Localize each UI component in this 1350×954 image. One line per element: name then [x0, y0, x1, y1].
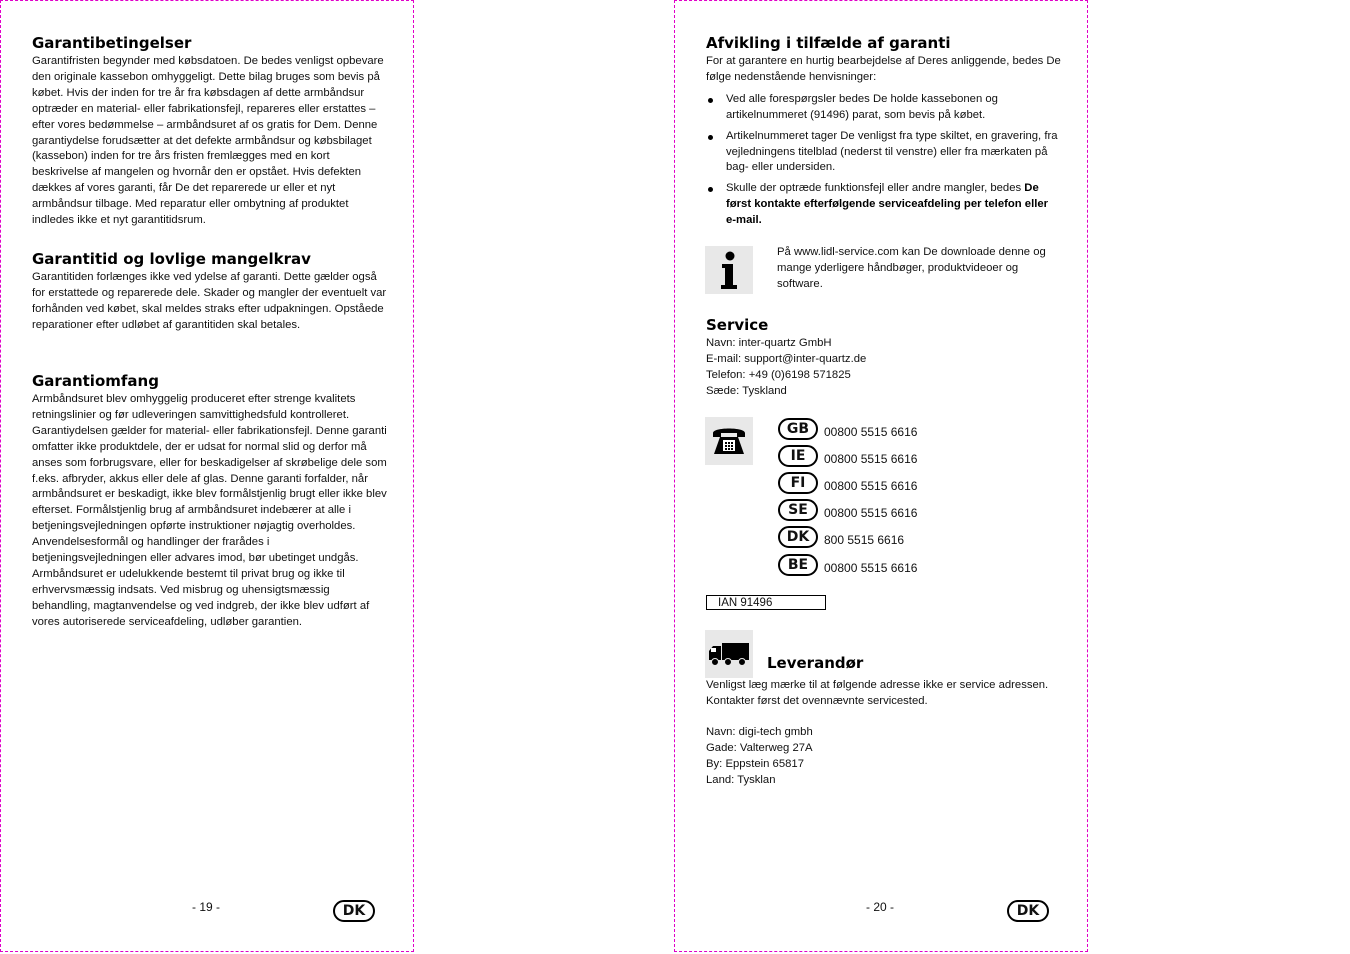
- country-badge: DK: [778, 526, 818, 548]
- page-right: [674, 0, 1088, 952]
- hotline-list: [778, 415, 917, 578]
- country-badge: GB: [778, 418, 818, 440]
- heading-supplier: Leverandør: [767, 654, 864, 672]
- heading-warranty-claim: Afvikling i tilfælde af garanti: [706, 34, 951, 52]
- body-warranty-scope: Armbåndsuret blev omhyggelig produceret efter strenge kvalitets retningslinier og før udleveringen samvittighedsfuld kontrolleret. Garantiydelsen gælder for material- eller fabrikationsfejl. Denne garanti omfatter ikke produktdele, der er udsat for normal slid og derfor må anses som forbrugsvare, eller for beskadigelser af skrøbelige dele som f.eks. afbryder, akkus eller dele af glas. Denne garanti forfalder, når armbåndsuret er beskadigt, ikke blev formålstjenlig brugt eller ikke blev efterset. Formålstjenlig brug af armbåndsuret indebærer at alle i betjeningsvejledningen opførte instruktioner nøjagtig overholdes. Anvendelsesformål og handlinger der frarådes i betjeningsvejledningen eller advares imod, bør ubetinget undgås. Armbåndsuret er udelukkende bestemt til privat brug og ikke til erhvervsmæssig indsats. Ved misbrug og uhensigtsmæssig behandling, magtanvendelse og ved indgreb, der ikke blev udført af vores autoriserede serviceafdeling, udløber garantien.: [32, 393, 387, 628]
- hotline-row-gb: [778, 415, 917, 442]
- claim-intro: For at garantere en hurtig bearbejdelse af Deres anliggende, bedes De følge nedenstående henvisninger:: [706, 55, 1061, 83]
- heading-service: Service: [706, 316, 769, 334]
- hotline-number: 800 5515 6616: [824, 533, 905, 548]
- page-number: - 20 -: [866, 900, 895, 914]
- supplier-country: Land: Tysklan: [706, 773, 776, 786]
- heading-warranty-terms: Garantibetingelser: [32, 34, 192, 52]
- page-left: [0, 0, 414, 952]
- service-email: E-mail: support@inter-quartz.de: [706, 352, 867, 365]
- hotline-row-dk: [778, 524, 917, 551]
- section-warranty-terms: [32, 34, 387, 229]
- page-number: - 19 -: [192, 900, 221, 914]
- supplier-street: Gade: Valterweg 27A: [706, 741, 813, 754]
- telephone-icon: [705, 417, 753, 465]
- language-badge: DK: [333, 900, 375, 922]
- section-warranty-scope: [32, 372, 387, 631]
- supplier-city: By: Eppstein 65817: [706, 757, 804, 770]
- info-icon: [705, 246, 753, 294]
- body-warranty-terms: Garantifristen begynder med købsdatoen. De bedes venligst opbevare den originale kassebon omhyggeligt. Dette bilag bruges som bevis på købet. Hvis der inden for tre år fra købsdagen af dette armbåndsur optræder en material- eller fabrikationsfejl, repareres eller erstattes – efter vores bedømmelse – armbåndsuret af os gratis for Dem. Denne garantiydelse forudsætter at det defekte armbåndsur og købsbilaget (kassebon) inden for tre års fristen fremlægges med en kort beskrivelse af mangelen og hvornår den er opstået. Hvis defekten dækkes af vores garanti, får De det reparerede ur eller et nyt armbåndsur tilbage. Med reparatur eller ombytning af produktet indledes ikke et nyt garantitidsrum.: [32, 55, 384, 227]
- ian-box: IAN 91496: [706, 595, 826, 610]
- section-warranty-period: [32, 250, 387, 334]
- service-seat: Sæde: Tyskland: [706, 384, 787, 397]
- truck-icon: [705, 630, 753, 678]
- service-phone: Telefon: +49 (0)6198 571825: [706, 368, 851, 381]
- language-badge: DK: [1007, 900, 1049, 922]
- hotline-number: 00800 5515 6616: [824, 506, 918, 521]
- country-badge: FI: [778, 472, 818, 494]
- hotline-number: 00800 5515 6616: [824, 424, 918, 439]
- section-supplier: [706, 678, 1061, 788]
- country-badge: BE: [778, 554, 818, 576]
- claim-bullet-list: [706, 92, 1061, 229]
- service-name: Navn: inter-quartz GmbH: [706, 337, 832, 349]
- supplier-name: Navn: digi-tech gmbh: [706, 725, 813, 738]
- hotline-row-se: [778, 497, 917, 524]
- hotline-number: 00800 5515 6616: [824, 478, 918, 493]
- hotline-row-ie: [778, 442, 917, 469]
- hotline-row-fi: [778, 469, 917, 496]
- hotline-row-be: [778, 551, 917, 578]
- list-item: Ved alle forespørgsler bedes De holde kassebonen og artikelnummeret (91496) parat, som bevis på købet.: [706, 92, 1061, 124]
- supplier-note: Venligst læg mærke til at følgende adresse ikke er service adressen. Kontakter først det ovennævnte servicested.: [706, 679, 1049, 707]
- list-item: Artikelnummeret tager De venligst fra type skiltet, en gravering, fra vejledningens titelblad (nederst til venstre) eller fra mærkaten på bag- eller undersiden.: [706, 129, 1061, 177]
- section-service: [706, 316, 1061, 400]
- section-warranty-claim: [706, 34, 1061, 234]
- list-item: Skulle der optræde funktionsfejl eller andre mangler, bedes De først kontakte efterfølgende serviceafdeling per telefon eller e-mail.: [706, 181, 1061, 229]
- heading-warranty-period: Garantitid og lovlige mangelkrav: [32, 250, 311, 268]
- body-warranty-period: Garantitiden forlænges ikke ved ydelse af garanti. Dette gælder også for erstattede og reparerede dele. Skader og mangler der eventuelt var forhånden ved købet, skal meldes straks efter udpakningen. Opståede reparationer efter udløbet af garantitiden skal betales.: [32, 271, 387, 331]
- hotline-number: 00800 5515 6616: [824, 451, 918, 466]
- info-text: På www.lidl-service.com kan De downloade denne og mange yderligere håndbøger, produktvideoer og software.: [777, 246, 1046, 290]
- country-badge: IE: [778, 445, 818, 467]
- country-badge: SE: [778, 499, 818, 521]
- heading-warranty-scope: Garantiomfang: [32, 372, 159, 390]
- hotline-number: 00800 5515 6616: [824, 560, 918, 575]
